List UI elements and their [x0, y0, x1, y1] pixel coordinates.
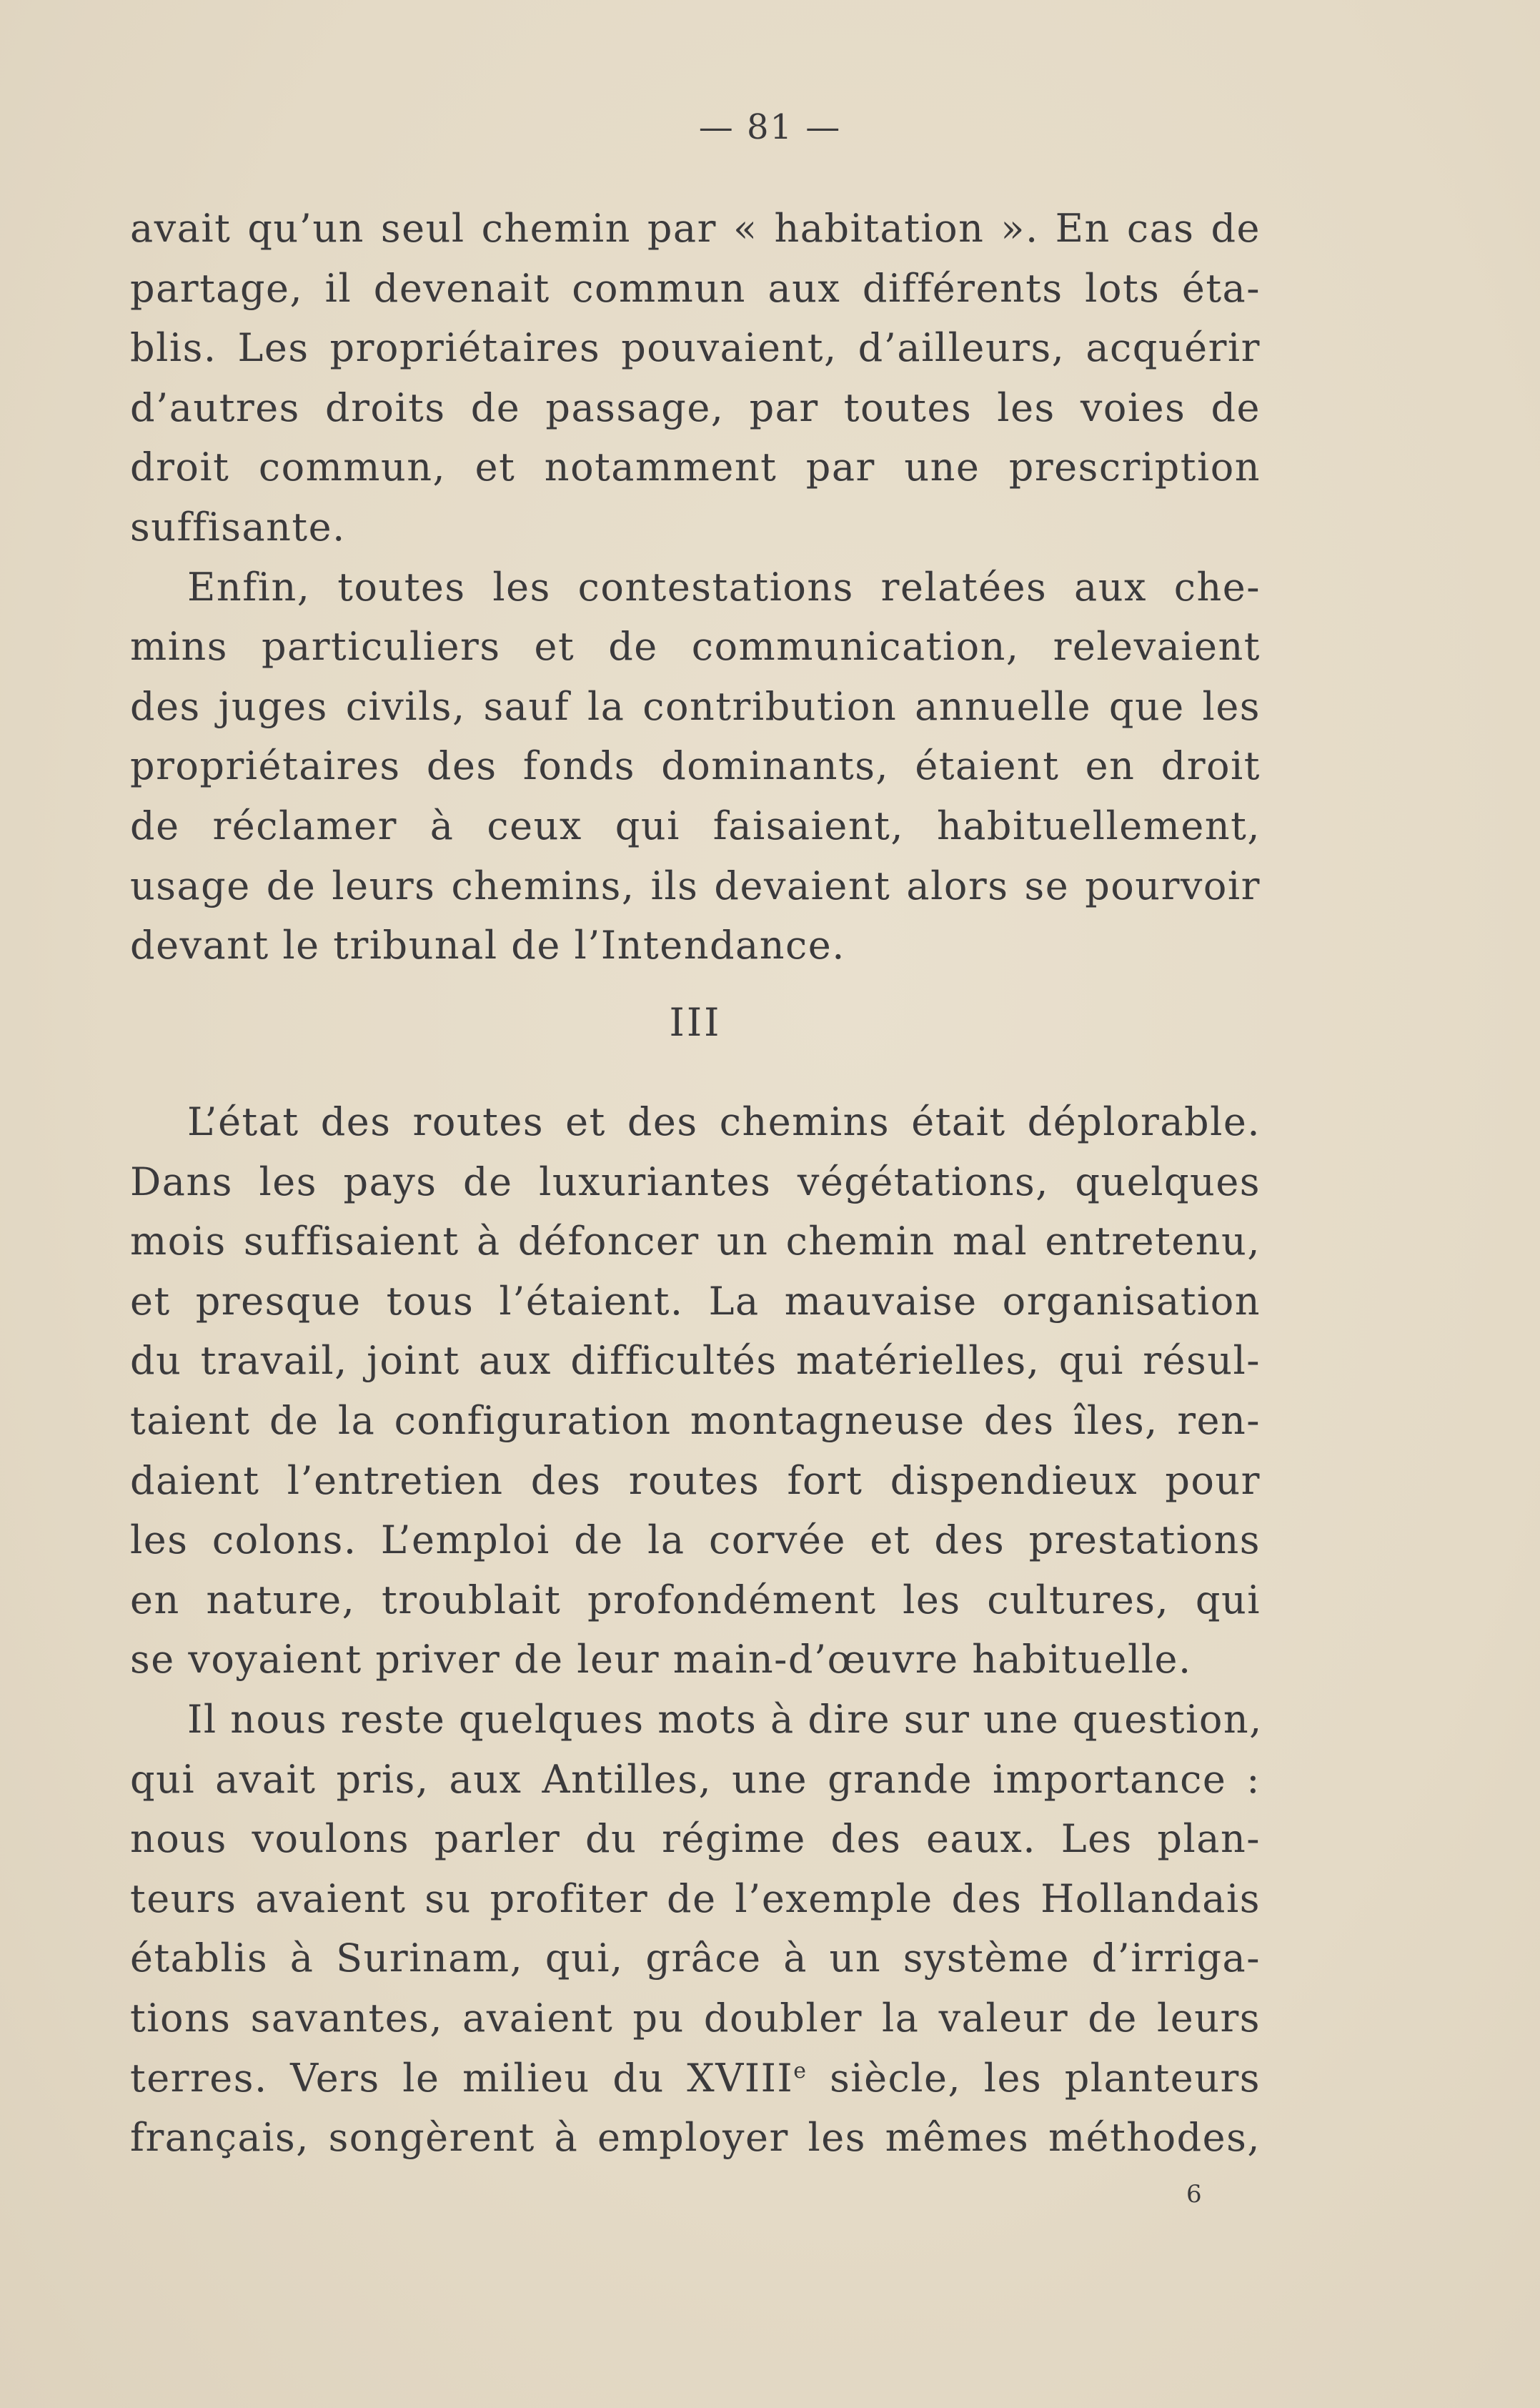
text-line: de réclamer à ceux qui faisaient, habituellement,	[130, 803, 1261, 848]
text-line: partage, il devenait commun aux différents lots éta-	[130, 265, 1261, 311]
superscript: e	[793, 2058, 808, 2084]
text-line: les colons. L’emploi de la corvée et des prestations	[130, 1517, 1261, 1563]
text-line: établis à Surinam, qui, grâce à un système d’irriga-	[130, 1936, 1261, 1981]
page-number: — 81 —	[698, 107, 842, 147]
text-line: d’autres droits de passage, par toutes les voies de	[130, 385, 1261, 430]
text-line: mins particuliers et de communication, relevaient	[130, 624, 1261, 670]
text-line	[130, 2048, 1261, 2109]
paragraph-block-2	[130, 1092, 1261, 2168]
text-line: Enfin, toutes les contestations relatées aux che-	[187, 564, 1261, 610]
text-line: et presque tous l’étaient. La mauvaise organisation	[130, 1278, 1261, 1324]
text-segment: siècle, les planteurs	[807, 2055, 1261, 2101]
text-line: Il nous reste quelques mots à dire sur une question,	[187, 1696, 1263, 1742]
text-line: mois suffisaient à défoncer un chemin mal entretenu,	[130, 1219, 1261, 1264]
text-line: Dans les pays de luxuriantes végétations, quelques	[130, 1159, 1261, 1204]
text-segment: terres. Vers le milieu du XVIII	[130, 2055, 794, 2101]
text-line: teurs avaient su profiter de l’exemple des Hollandais	[130, 1876, 1261, 1921]
text-line: se voyaient priver de leur main-d’œuvre habituelle.	[130, 1637, 1192, 1683]
text-line: tions savantes, avaient pu doubler la valeur de leurs	[130, 1995, 1261, 2041]
text-line: en nature, troublait profondément les cultures, qui	[130, 1577, 1261, 1622]
text-line: taient de la configuration montagneuse des îles, ren-	[130, 1397, 1261, 1443]
text-line: blis. Les propriétaires pouvaient, d’ailleurs, acquérir	[130, 325, 1261, 371]
paragraph-block-1	[130, 199, 1261, 1070]
text-line: usage de leurs chemins, ils devaient alors se pourvoir	[130, 863, 1261, 908]
signature-mark: 6	[1186, 2180, 1202, 2209]
text-line: droit commun, et notamment par une prescription	[130, 445, 1261, 490]
text-line: L’état des routes et des chemins était déplorable.	[187, 1099, 1261, 1144]
text-line: suffisante.	[130, 504, 346, 550]
text-line: nous voulons parler du régime des eaux. Les plan-	[130, 1816, 1261, 1862]
text-line: français, songèrent à employer les mêmes méthodes,	[130, 2115, 1261, 2161]
text-line: des juges civils, sauf la contribution annuelle que les	[130, 683, 1261, 729]
text-line: daient l’entretien des routes fort dispendieux pour	[130, 1457, 1261, 1503]
text-line: propriétaires des fonds dominants, étaient en droit	[130, 743, 1261, 789]
text-line: avait qu’un seul chemin par « habitation ». En cas de	[130, 206, 1261, 251]
section-heading: III	[669, 999, 722, 1045]
text-line: qui avait pris, aux Antilles, une grande importance :	[130, 1756, 1261, 1802]
text-line: devant le tribunal de l’Intendance.	[130, 923, 845, 968]
text-line: du travail, joint aux difficultés matérielles, qui résul-	[130, 1338, 1261, 1384]
